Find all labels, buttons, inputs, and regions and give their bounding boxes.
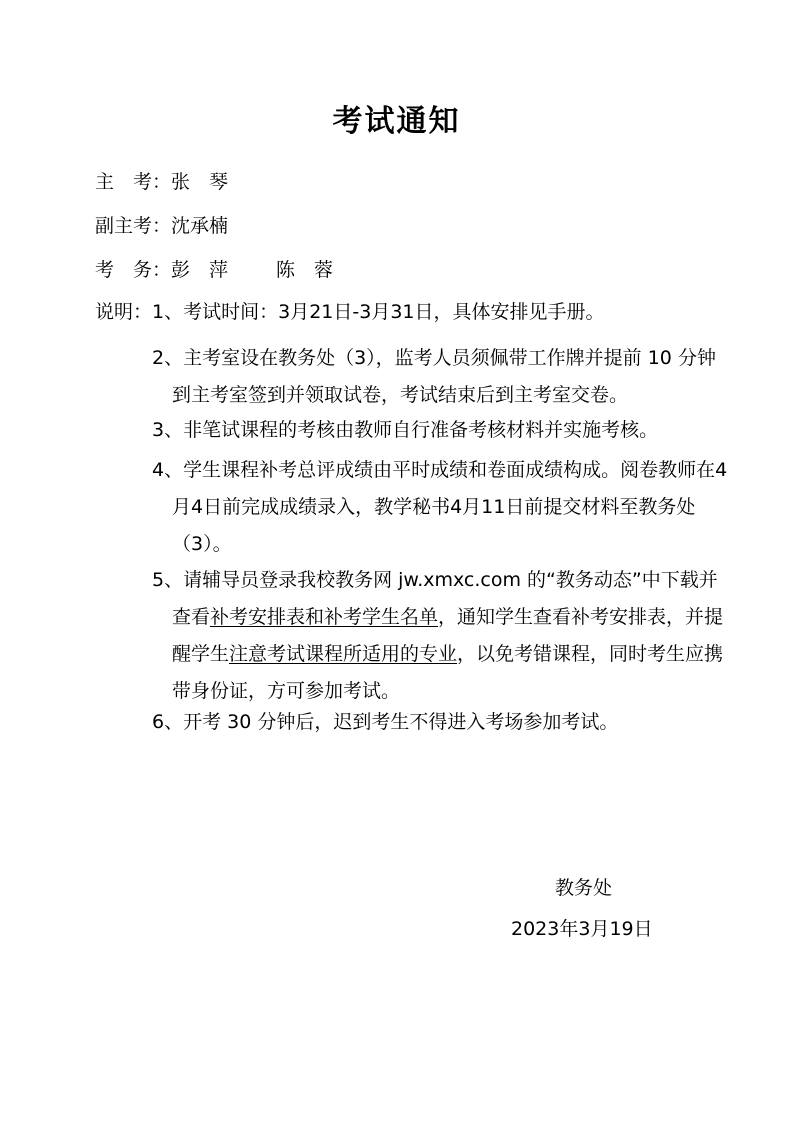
note-text: 考试时间：3月21日-3月31日，具体安排见手册。 [183, 301, 605, 323]
underlined-reference-schedule-list: 补考安排表和补考学生名单 [210, 606, 439, 628]
note-text-part-b: ，通知学生查看补考安排表，并提醒学生 [172, 606, 724, 665]
exam-affairs-label: 考 务： [95, 259, 172, 281]
deputy-examiner-line [95, 212, 228, 240]
chief-examiner-line [95, 168, 228, 196]
deputy-examiner-label: 副主考： [95, 215, 172, 237]
page-title: 考试通知 [332, 104, 461, 139]
underlined-reference-applicable-major: 注意考试课程所适用的专业 [229, 643, 458, 665]
note-item-1 [95, 298, 605, 326]
note-text: 开考 30 分钟后，迟到考生不得进入考场参加考试。 [183, 711, 619, 733]
exam-affairs-value-1: 彭 萍 [171, 259, 229, 281]
notes-label: 说明： [95, 301, 153, 323]
note-number: 3、 [152, 419, 184, 441]
note-text-part-a: 请辅导员登录我校教务网 jw.xmxc.com 的“教务动态”中下载并查看 [172, 569, 718, 628]
note-item-5 [152, 562, 732, 710]
chief-examiner-label: 主 考： [95, 171, 172, 193]
issue-date: 2023年3月19日 [511, 918, 653, 940]
chief-examiner-value: 张 琴 [171, 171, 229, 193]
deputy-examiner-value: 沈承楠 [171, 215, 229, 237]
note-number: 6、 [152, 711, 184, 733]
note-number: 4、 [152, 459, 184, 481]
exam-affairs-value-2: 陈 蓉 [276, 259, 334, 281]
note-text: 主考室设在教务处（3），监考人员须佩带工作牌并提前 10 分钟到主考室签到并领取试卷，考试结束后到主考室交卷。 [172, 347, 716, 406]
exam-affairs-line [95, 256, 333, 284]
note-text-part-c: ，以免考错课程，同时考生应携带身份证，方可参加考试。 [172, 643, 724, 702]
note-item-2 [152, 340, 732, 414]
issuing-department: 教务处 [555, 877, 613, 899]
note-text: 非笔试课程的考核由教师自行准备考核材料并实施考核。 [183, 419, 659, 441]
note-number: 2、 [152, 347, 184, 369]
note-number: 1、 [152, 301, 184, 323]
note-item-4 [152, 452, 732, 563]
note-text: 学生课程补考总评成绩由平时成绩和卷面成绩构成。阅卷教师在4月4日前完成成绩录入，教学秘书4月11日前提交材料至教务处（3）。 [172, 459, 728, 555]
note-item-6 [152, 704, 732, 741]
note-number: 5、 [152, 569, 184, 591]
note-item-3 [152, 412, 732, 449]
